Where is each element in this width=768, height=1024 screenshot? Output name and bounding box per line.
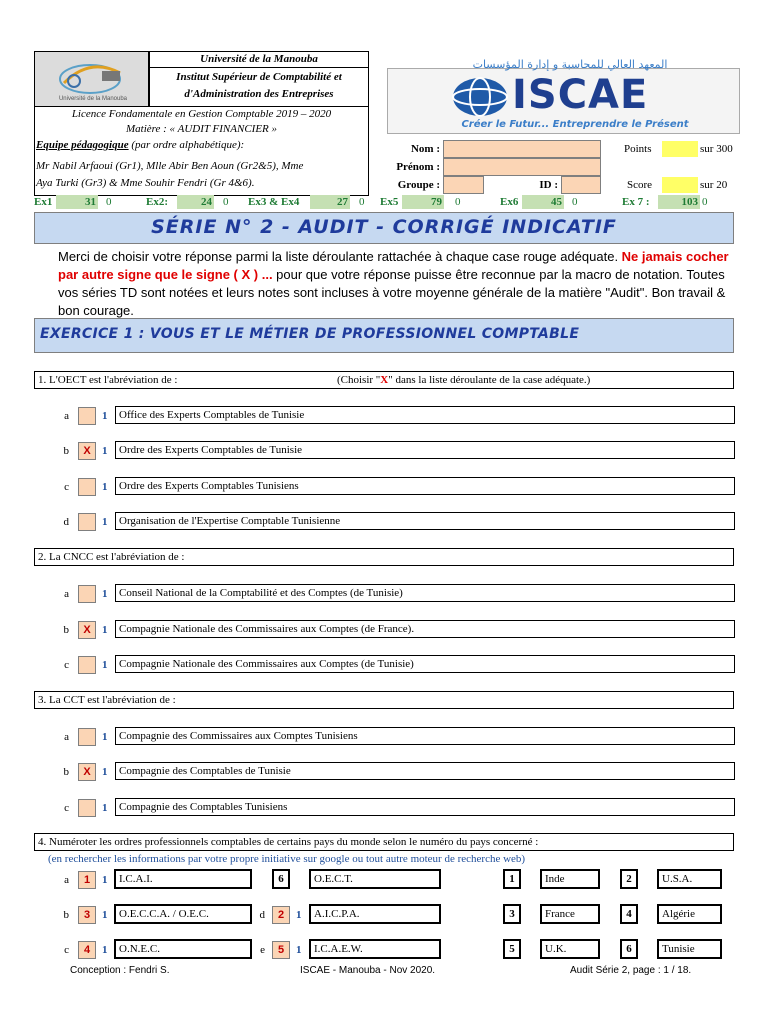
id-input[interactable]: [561, 176, 601, 194]
q1-c-points: 1: [102, 481, 108, 493]
footer-center: ISCAE - Manouba - Nov 2020.: [300, 965, 436, 976]
q2-c-letter: c: [64, 659, 69, 671]
q1-b-checkbox[interactable]: X: [78, 442, 96, 460]
q4-c-points: 1: [102, 944, 108, 956]
q4-d-order: A.I.C.P.A.: [309, 904, 441, 924]
instructions: [58, 248, 740, 320]
q3-question: 3. La CCT est l'abréviation de :: [34, 691, 734, 709]
matiere-line: Matière : « AUDIT FINANCIER »: [125, 123, 278, 135]
q4-b-number[interactable]: 3: [78, 906, 96, 924]
q3-c-checkbox[interactable]: [78, 799, 96, 817]
q1-question-text: 1. L'OECT est l'abréviation de :: [38, 374, 178, 386]
score-ex1-value: 31: [56, 195, 98, 209]
score-ex7-label: Ex 7 :: [622, 196, 650, 208]
q4-e-number[interactable]: 5: [272, 941, 290, 959]
score-ex7-value: 103: [658, 195, 700, 209]
q3-a-text: Compagnie des Commissaires aux Comptes Tunisiens: [115, 727, 735, 745]
iscae-arabic: المعهد العالي للمحاسبة و إدارة المؤسسات: [472, 58, 668, 71]
q4-a-order: I.C.A.I.: [114, 869, 252, 889]
score-ex7-extra: 0: [702, 196, 708, 208]
score-ex34-value: 27: [310, 195, 350, 209]
country-5-name: U.K.: [540, 939, 600, 959]
q2-b-text: Compagnie Nationale des Commissaires aux Comptes (de France).: [115, 620, 735, 638]
exercise-title: EXERCICE 1 : VOUS ET LE MÉTIER DE PROFESSIONNEL COMPTABLE: [40, 326, 580, 342]
footer-right: Audit Série 2, page : 1 / 18.: [570, 965, 692, 976]
q2-c-points: 1: [102, 659, 108, 671]
equipe-line: [36, 139, 244, 151]
country-4-name: Algérie: [657, 904, 722, 924]
groupe-input[interactable]: [443, 176, 484, 194]
score-ex34-extra: 0: [359, 196, 365, 208]
q4-e-order: I.C.A.E.W.: [309, 939, 441, 959]
q2-a-checkbox[interactable]: [78, 585, 96, 603]
q1-b-points: 1: [102, 445, 108, 457]
institute-line2: d'Administration des Entreprises: [184, 88, 334, 100]
q4-order-oect-number: 6: [272, 869, 290, 889]
q1-c-letter: c: [64, 481, 69, 493]
country-2-number: 2: [620, 869, 638, 889]
q3-c-letter: c: [64, 802, 69, 814]
score-ex5-extra: 0: [455, 196, 461, 208]
q4-d-letter: d: [259, 909, 265, 921]
prenom-label: Prénom :: [396, 161, 440, 173]
q1-b-letter: b: [63, 445, 69, 457]
q4-b-order: O.E.C.C.A. / O.E.C.: [114, 904, 252, 924]
q4-a-points: 1: [102, 874, 108, 886]
q1-c-text: Ordre des Experts Comptables Tunisiens: [115, 477, 735, 495]
q1-d-text: Organisation de l'Expertise Comptable Tunisienne: [115, 512, 735, 530]
country-2-name: U.S.A.: [657, 869, 722, 889]
score-ex1-extra: 0: [106, 196, 112, 208]
q1-a-letter: a: [64, 410, 69, 422]
q1-hint-post: " dans la liste déroulante de la case adéquate.): [388, 374, 591, 386]
q1-question: [34, 371, 734, 389]
q4-b-points: 1: [102, 909, 108, 921]
score-ex1-label: Ex1: [34, 196, 53, 208]
iscae-wordmark: ISCAE: [512, 72, 649, 118]
score-ex6-value: 45: [522, 195, 564, 209]
q1-b-text: Ordre des Experts Comptables de Tunisie: [115, 441, 735, 459]
q4-c-order: O.N.E.C.: [114, 939, 252, 959]
equipe-label: Equipe pédagogique: [36, 139, 129, 151]
score-label: Score: [627, 179, 653, 191]
instructions-warning: Ne jamais cocher par autre signe que le signe ( X ) ...: [58, 249, 729, 282]
q2-c-checkbox[interactable]: [78, 656, 96, 674]
globe-icon: [450, 76, 510, 118]
prenom-input[interactable]: [443, 158, 601, 176]
q3-b-checkbox[interactable]: X: [78, 763, 96, 781]
q1-d-letter: d: [63, 516, 69, 528]
teachers-line2: Aya Turki (Gr3) & Mme Souhir Fendri (Gr 4&6).: [36, 177, 255, 189]
country-5-number: 5: [503, 939, 521, 959]
q2-a-letter: a: [64, 588, 69, 600]
score-ex2-extra: 0: [223, 196, 229, 208]
q4-question: 4. Numéroter les ordres professionnels comptables de certains pays du monde selon le numéro du pays concerné :: [34, 833, 734, 851]
q1-a-text: Office des Experts Comptables de Tunisie: [115, 406, 735, 424]
country-6-name: Tunisie: [657, 939, 722, 959]
q1-hint-pre: (Choisir ": [337, 374, 381, 386]
score-suffix: sur 20: [700, 179, 728, 191]
q2-a-points: 1: [102, 588, 108, 600]
q2-question: 2. La CNCC est l'abréviation de :: [34, 548, 734, 566]
q2-b-points: 1: [102, 624, 108, 636]
q3-c-text: Compagnie des Comptables Tunisiens: [115, 798, 735, 816]
q4-e-letter: e: [260, 944, 265, 956]
q2-a-text: Conseil National de la Comptabilité et des Comptes (de Tunisie): [115, 584, 735, 602]
q4-d-number[interactable]: 2: [272, 906, 290, 924]
score-ex2-value: 24: [177, 195, 214, 209]
nom-input[interactable]: [443, 140, 601, 158]
q3-a-points: 1: [102, 731, 108, 743]
points-value: [662, 141, 698, 157]
q3-b-text: Compagnie des Comptables de Tunisie: [115, 762, 735, 780]
groupe-label: Groupe :: [397, 179, 440, 191]
q1-hint-x: X: [380, 374, 389, 386]
q1-a-points: 1: [102, 410, 108, 422]
q2-b-checkbox[interactable]: X: [78, 621, 96, 639]
equipe-note: (par ordre alphabétique):: [131, 139, 245, 151]
institute-line1: Institut Supérieur de Comptabilité et: [176, 71, 342, 83]
q2-b-letter: b: [63, 624, 69, 636]
q1-d-points: 1: [102, 516, 108, 528]
q4-d-points: 1: [296, 909, 302, 921]
points-label: Points: [624, 143, 652, 155]
points-suffix: sur 300: [700, 143, 733, 155]
country-4-number: 4: [620, 904, 638, 924]
score-ex6-extra: 0: [572, 196, 578, 208]
teachers-line1: Mr Nabil Arfaoui (Gr1), Mlle Abir Ben Aoun (Gr2&5), Mme: [36, 160, 304, 172]
q2-c-text: Compagnie Nationale des Commissaires aux Comptes (de Tunisie): [115, 655, 735, 673]
q4-c-letter: c: [64, 944, 69, 956]
q3-c-points: 1: [102, 802, 108, 814]
q4-order-oect: O.E.C.T.: [309, 869, 441, 889]
q1-c-checkbox[interactable]: [78, 478, 96, 496]
licence-line: Licence Fondamentale en Gestion Comptable 2019 – 2020: [71, 108, 332, 120]
q3-a-letter: a: [64, 731, 69, 743]
q4-hint: (en rechercher les informations par votre propre initiative sur google ou tout autre moteur de recherche web): [48, 853, 526, 865]
series-title: SÉRIE N° 2 - AUDIT - CORRIGÉ INDICATIF: [151, 216, 617, 238]
q3-b-letter: b: [63, 766, 69, 778]
q4-b-letter: b: [63, 909, 69, 921]
instructions-part1: Merci de choisir votre réponse parmi la liste déroulante rattachée à chaque case rouge adéquate.: [58, 249, 622, 264]
iscae-slogan: Créer le Futur... Entreprendre le Présent: [461, 119, 689, 130]
q4-a-letter: a: [64, 874, 69, 886]
nom-label: Nom :: [410, 143, 440, 155]
instructions-part2: pour que votre réponse puisse être reconnue par la macro de notation. Toutes vos séries TD sont notées et leurs notes sont incluses à votre moyenne générale de la matière "Audit". Bon travail & bon courage.: [58, 267, 726, 318]
q1-hint: [337, 372, 590, 388]
score-ex6-label: Ex6: [500, 196, 519, 208]
score-value: [662, 177, 698, 193]
country-1-name: Inde: [540, 869, 600, 889]
score-ex34-label: Ex3 & Ex4: [248, 196, 300, 208]
university-name: Université de la Manouba: [200, 53, 318, 65]
seal-caption: Université de la Manouba: [58, 96, 128, 102]
id-label: ID :: [539, 179, 558, 191]
q4-c-number[interactable]: 4: [78, 941, 96, 959]
country-1-number: 1: [503, 869, 521, 889]
country-6-number: 6: [620, 939, 638, 959]
country-3-number: 3: [503, 904, 521, 924]
q4-e-points: 1: [296, 944, 302, 956]
q1-d-checkbox[interactable]: [78, 513, 96, 531]
country-3-name: France: [540, 904, 600, 924]
score-ex5-label: Ex5: [380, 196, 399, 208]
q3-b-points: 1: [102, 766, 108, 778]
q1-a-checkbox[interactable]: [78, 407, 96, 425]
q3-a-checkbox[interactable]: [78, 728, 96, 746]
q4-a-number[interactable]: 1: [78, 871, 96, 889]
footer-left: Conception : Fendri S.: [70, 965, 170, 976]
score-ex2-label: Ex2:: [146, 196, 168, 208]
score-ex5-value: 79: [402, 195, 444, 209]
